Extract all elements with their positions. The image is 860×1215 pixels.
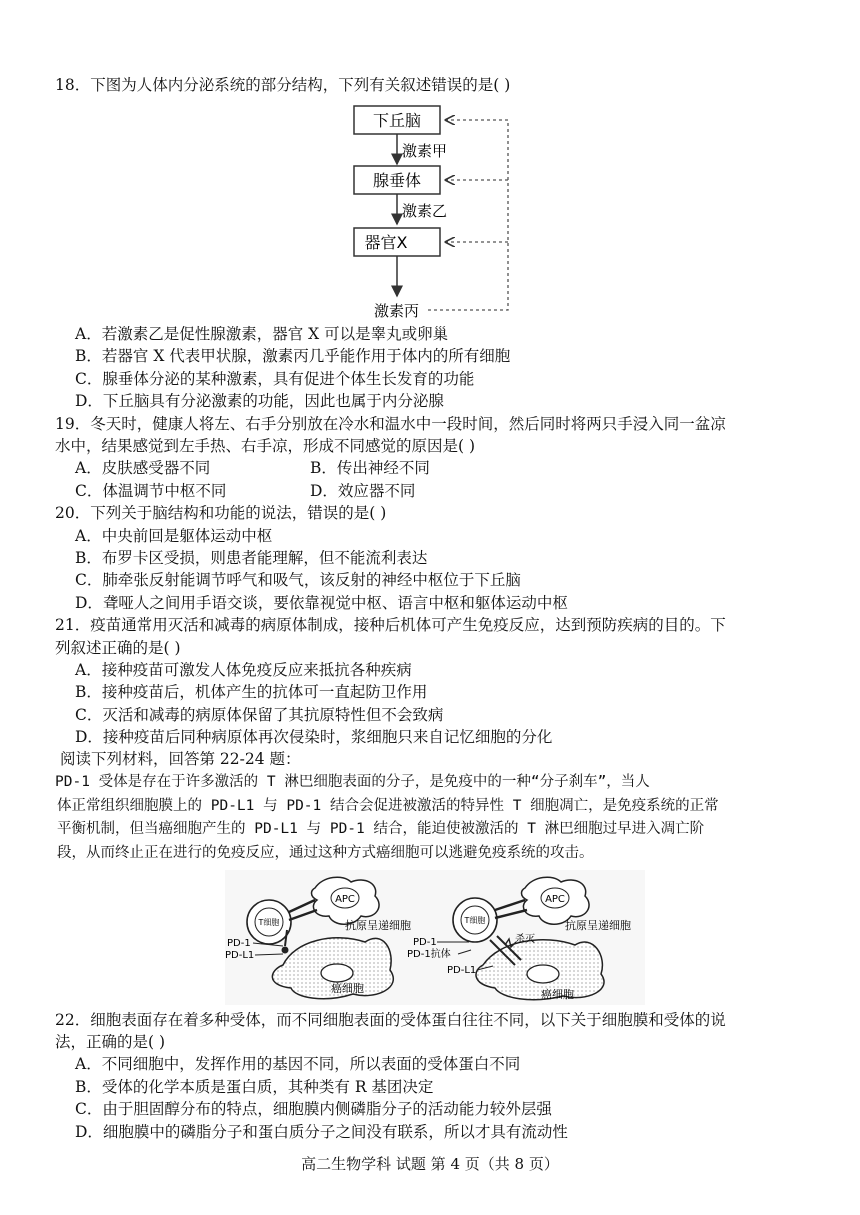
- q19-stem-line2: 水中，结果感觉到左手热、右手凉，形成不同感觉的原因是( ): [55, 437, 476, 455]
- kill-label: 杀灭: [515, 934, 535, 945]
- q20-option-a: A．中央前回是躯体运动中枢: [75, 527, 273, 545]
- pd1-antibody-label: PD-1抗体: [407, 949, 451, 960]
- q18-stem: 18．下图为人体内分泌系统的部分结构，下列有关叙述错误的是( ): [55, 76, 511, 94]
- q18-option-c: C．腺垂体分泌的某种激素，具有促进个体生长发育的功能: [75, 370, 475, 388]
- organ-x-label: 器官X: [364, 233, 408, 252]
- pd1-figure: [225, 870, 645, 1005]
- page-footer: 高二生物学科 试题 第 4 页（共 8 页）: [301, 1155, 559, 1173]
- apc-label-right: APC: [545, 894, 565, 905]
- q21-option-d: D．接种疫苗后同种病原体再次侵染时，浆细胞只来自记忆细胞的分化: [75, 728, 553, 746]
- q22-option-a: A．不同细胞中，发挥作用的基因不同，所以表面的受体蛋白不同: [75, 1055, 521, 1073]
- q22-stem-line1: 22．细胞表面存在着多种受体，而不同细胞表面的受体蛋白往往不同，以下关于细胞膜和受体的说: [55, 1011, 726, 1029]
- q20-option-d: D．聋哑人之间用手语交谈，要依靠视觉中枢、语言中枢和躯体运动中枢: [75, 594, 568, 612]
- q22-option-b: B．受体的化学本质是蛋白质，其种类有 R 基团决定: [75, 1078, 434, 1096]
- apc-cn-label-left: 抗原呈递细胞: [345, 919, 411, 932]
- pdl1-label-left: PD-L1: [225, 950, 255, 961]
- material-intro: 阅读下列材料，回答第 22-24 题：: [60, 750, 301, 768]
- hormone-b-label: 激素乙: [402, 202, 448, 220]
- hypothalamus-label: 下丘脑: [372, 111, 422, 130]
- q18-option-d: D．下丘脑具有分泌激素的功能，因此也属于内分泌腺: [75, 392, 444, 410]
- q21-stem-line1: 21．疫苗通常用灭活和减毒的病原体制成，接种后机体可产生免疫反应，达到预防疾病的目的。下: [55, 616, 726, 634]
- material-line2: 体正常组织细胞膜上的 PD-L1 与 PD-1 结合会促进被激活的特异性 T 细胞凋亡，是免疫系统的正常: [57, 798, 719, 814]
- t-cell-label-left: T细胞: [258, 918, 280, 927]
- cancer-label-left: 癌细胞: [331, 982, 364, 995]
- material-line3: 平衡机制，但当癌细胞产生的 PD-L1 与 PD-1 结合，能迫使被激活的 T 淋巴细胞过早进入凋亡阶: [57, 821, 705, 837]
- q22-option-d: D．细胞膜中的磷脂分子和蛋白质分子之间没有联系，所以才具有流动性: [75, 1123, 568, 1141]
- q18-option-b: B．若器官 X 代表甲状腺，激素丙几乎能作用于体内的所有细胞: [75, 347, 511, 365]
- hormone-c-label: 激素丙: [374, 302, 420, 320]
- q19-stem-line1: 19．冬天时，健康人将左、右手分别放在冷水和温水中一段时间，然后同时将两只手浸入同一盆凉: [55, 415, 726, 433]
- q22-option-c: C．由于胆固醇分布的特点，细胞膜内侧磷脂分子的活动能力较外层强: [75, 1100, 552, 1118]
- q21-option-a: A．接种疫苗可激发人体免疫反应来抵抗各种疾病: [75, 661, 412, 679]
- pd1-label-right: PD-1: [413, 937, 437, 948]
- t-cell-label-right: T细胞: [464, 916, 486, 925]
- q19-option-c: C．体温调节中枢不同: [75, 482, 227, 500]
- endocrine-diagram: [340, 100, 530, 325]
- q20-stem: 20．下列关于脑结构和功能的说法，错误的是( ): [55, 504, 387, 522]
- q18-option-a: A．若激素乙是促性腺激素，器官 X 可以是睾丸或卵巢: [75, 325, 449, 343]
- material-line4: 段，从而终止正在进行的免疫反应，通过这种方式癌细胞可以逃避免疫系统的攻击。: [57, 845, 594, 861]
- q19-option-b: B．传出神经不同: [310, 459, 430, 477]
- apc-cn-label-right: 抗原呈递细胞: [565, 919, 631, 932]
- q19-option-a: A．皮肤感受器不同: [75, 459, 211, 477]
- q20-option-b: B．布罗卡区受损，则患者能理解，但不能流利表达: [75, 549, 428, 567]
- q20-option-c: C．肺牵张反射能调节呼气和吸气，该反射的神经中枢位于下丘脑: [75, 571, 521, 589]
- apc-label-left: APC: [335, 894, 355, 905]
- material-line1: PD-1 受体是存在于许多激活的 T 淋巴细胞表面的分子，是免疫中的一种“分子刹车”，当人: [55, 774, 650, 790]
- q22-stem-line2: 法，正确的是( ): [55, 1033, 166, 1051]
- hormone-a-label: 激素甲: [402, 142, 448, 160]
- q21-option-c: C．灭活和减毒的病原体保留了其抗原特性但不会致病: [75, 706, 444, 724]
- pdl1-label-right: PD-L1: [447, 965, 477, 976]
- q21-option-b: B．接种疫苗后，机体产生的抗体可一直起防卫作用: [75, 683, 428, 701]
- q21-stem-line2: 列叙述正确的是( ): [55, 639, 181, 657]
- q19-option-d: D．效应器不同: [310, 482, 416, 500]
- pituitary-label: 腺垂体: [372, 171, 422, 190]
- pd1-label-left: PD-1: [227, 938, 251, 949]
- cancer-label-right: 癌细胞: [541, 988, 574, 1001]
